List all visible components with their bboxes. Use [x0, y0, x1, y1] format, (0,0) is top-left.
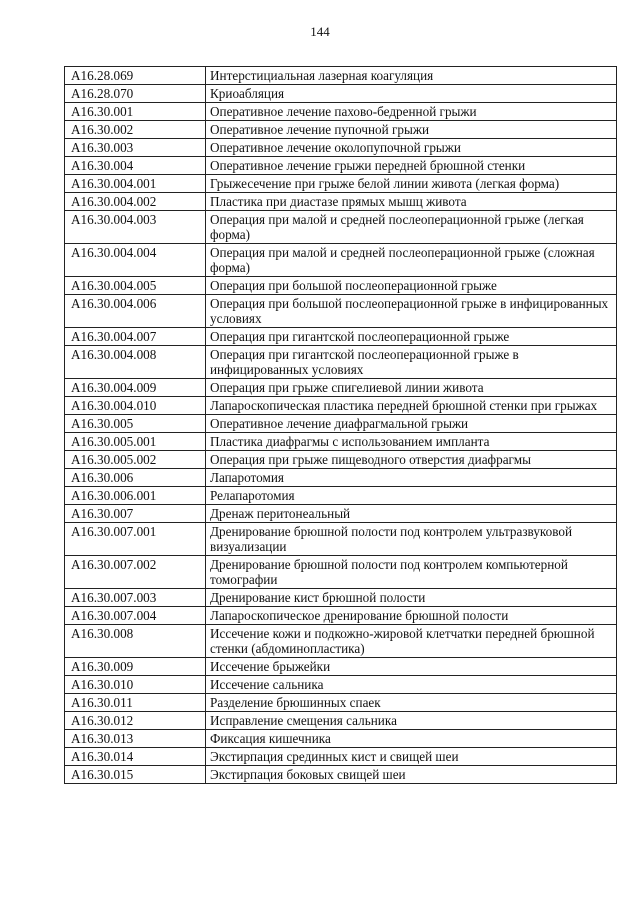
service-name-cell: Криоабляция	[206, 85, 617, 103]
table-row	[65, 328, 617, 346]
service-name-cell: Дренаж перитонеальный	[206, 505, 617, 523]
service-code-cell: A16.30.005	[65, 415, 206, 433]
service-code-cell: A16.30.011	[65, 694, 206, 712]
table-row	[65, 607, 617, 625]
service-name-cell: Операция при малой и средней послеоперационной грыже (сложная форма)	[206, 244, 617, 277]
service-code-cell: A16.30.013	[65, 730, 206, 748]
service-name-cell: Пластика диафрагмы с использованием импланта	[206, 433, 617, 451]
service-name-cell: Лапаротомия	[206, 469, 617, 487]
service-code-cell: A16.30.004.006	[65, 295, 206, 328]
service-name-cell: Оперативное лечение пупочной грыжи	[206, 121, 617, 139]
service-name-cell: Оперативное лечение диафрагмальной грыжи	[206, 415, 617, 433]
service-name-cell: Разделение брюшинных спаек	[206, 694, 617, 712]
service-name-cell: Дренирование брюшной полости под контролем ультразвуковой визуализации	[206, 523, 617, 556]
service-code-cell: A16.30.009	[65, 658, 206, 676]
table-row	[65, 658, 617, 676]
service-code-cell: A16.30.005.001	[65, 433, 206, 451]
table-row	[65, 139, 617, 157]
service-code-cell: A16.30.004.007	[65, 328, 206, 346]
table-row	[65, 277, 617, 295]
services-table-body	[65, 67, 617, 784]
table-row	[65, 712, 617, 730]
service-name-cell: Исправление смещения сальника	[206, 712, 617, 730]
service-code-cell: A16.30.004.005	[65, 277, 206, 295]
service-code-cell: A16.28.069	[65, 67, 206, 85]
service-name-cell: Оперативное лечение пахово-бедренной грыжи	[206, 103, 617, 121]
service-name-cell: Грыжесечение при грыже белой линии живота (легкая форма)	[206, 175, 617, 193]
table-row	[65, 295, 617, 328]
table-row	[65, 346, 617, 379]
table-row	[65, 748, 617, 766]
service-name-cell: Иссечение кожи и подкожно-жировой клетчатки передней брюшной стенки (абдоминопластика)	[206, 625, 617, 658]
table-row	[65, 85, 617, 103]
service-code-cell: A16.30.006	[65, 469, 206, 487]
service-code-cell: A16.30.006.001	[65, 487, 206, 505]
table-row	[65, 121, 617, 139]
service-code-cell: A16.30.007.001	[65, 523, 206, 556]
service-code-cell: A16.30.003	[65, 139, 206, 157]
table-row	[65, 676, 617, 694]
service-code-cell: A16.30.007.002	[65, 556, 206, 589]
service-code-cell: A16.30.004.001	[65, 175, 206, 193]
service-name-cell: Экстирпация боковых свищей шеи	[206, 766, 617, 784]
service-name-cell: Релапаротомия	[206, 487, 617, 505]
service-code-cell: A16.28.070	[65, 85, 206, 103]
service-name-cell: Оперативное лечение грыжи передней брюшной стенки	[206, 157, 617, 175]
service-code-cell: A16.30.005.002	[65, 451, 206, 469]
table-row	[65, 244, 617, 277]
table-row	[65, 487, 617, 505]
table-row	[65, 730, 617, 748]
service-name-cell: Фиксация кишечника	[206, 730, 617, 748]
service-code-cell: A16.30.007.003	[65, 589, 206, 607]
table-row	[65, 103, 617, 121]
service-name-cell: Пластика при диастазе прямых мышц живота	[206, 193, 617, 211]
service-name-cell: Оперативное лечение околопупочной грыжи	[206, 139, 617, 157]
service-name-cell: Операция при гигантской послеоперационной грыже в инфицированных условиях	[206, 346, 617, 379]
service-code-cell: A16.30.004.010	[65, 397, 206, 415]
service-code-cell: A16.30.012	[65, 712, 206, 730]
service-code-cell: A16.30.015	[65, 766, 206, 784]
table-row	[65, 469, 617, 487]
service-name-cell: Операция при гигантской послеоперационной грыже	[206, 328, 617, 346]
table-row	[65, 766, 617, 784]
table-row	[65, 556, 617, 589]
service-name-cell: Операция при малой и средней послеоперационной грыже (легкая форма)	[206, 211, 617, 244]
service-name-cell: Операция при грыже спигелиевой линии живота	[206, 379, 617, 397]
table-row	[65, 589, 617, 607]
service-name-cell: Лапароскопическая пластика передней брюшной стенки при грыжах	[206, 397, 617, 415]
service-code-cell: A16.30.004.004	[65, 244, 206, 277]
table-row	[65, 211, 617, 244]
table-row	[65, 67, 617, 85]
table-row	[65, 193, 617, 211]
service-code-cell: A16.30.004.002	[65, 193, 206, 211]
service-name-cell: Операция при грыже пищеводного отверстия диафрагмы	[206, 451, 617, 469]
table-row	[65, 433, 617, 451]
table-row	[65, 415, 617, 433]
service-name-cell: Лапароскопическое дренирование брюшной полости	[206, 607, 617, 625]
table-row	[65, 397, 617, 415]
service-code-cell: A16.30.004	[65, 157, 206, 175]
service-name-cell: Операция при большой послеоперационной грыже в инфицированных условиях	[206, 295, 617, 328]
table-row	[65, 505, 617, 523]
table-row	[65, 694, 617, 712]
table-row	[65, 625, 617, 658]
page-number: 144	[310, 24, 330, 39]
service-code-cell: A16.30.008	[65, 625, 206, 658]
table-row	[65, 157, 617, 175]
service-code-cell: A16.30.004.008	[65, 346, 206, 379]
services-table	[64, 66, 617, 784]
service-code-cell: A16.30.002	[65, 121, 206, 139]
service-code-cell: A16.30.004.009	[65, 379, 206, 397]
service-code-cell: A16.30.004.003	[65, 211, 206, 244]
table-row	[65, 523, 617, 556]
service-name-cell: Экстирпация срединных кист и свищей шеи	[206, 748, 617, 766]
service-code-cell: A16.30.010	[65, 676, 206, 694]
table-row	[65, 175, 617, 193]
service-name-cell: Дренирование кист брюшной полости	[206, 589, 617, 607]
service-code-cell: A16.30.007	[65, 505, 206, 523]
service-name-cell: Дренирование брюшной полости под контролем компьютерной томографии	[206, 556, 617, 589]
service-code-cell: A16.30.014	[65, 748, 206, 766]
service-code-cell: A16.30.007.004	[65, 607, 206, 625]
service-name-cell: Операция при большой послеоперационной грыже	[206, 277, 617, 295]
table-row	[65, 451, 617, 469]
service-name-cell: Интерстициальная лазерная коагуляция	[206, 67, 617, 85]
service-name-cell: Иссечение сальника	[206, 676, 617, 694]
service-code-cell: A16.30.001	[65, 103, 206, 121]
table-row	[65, 379, 617, 397]
service-name-cell: Иссечение брыжейки	[206, 658, 617, 676]
